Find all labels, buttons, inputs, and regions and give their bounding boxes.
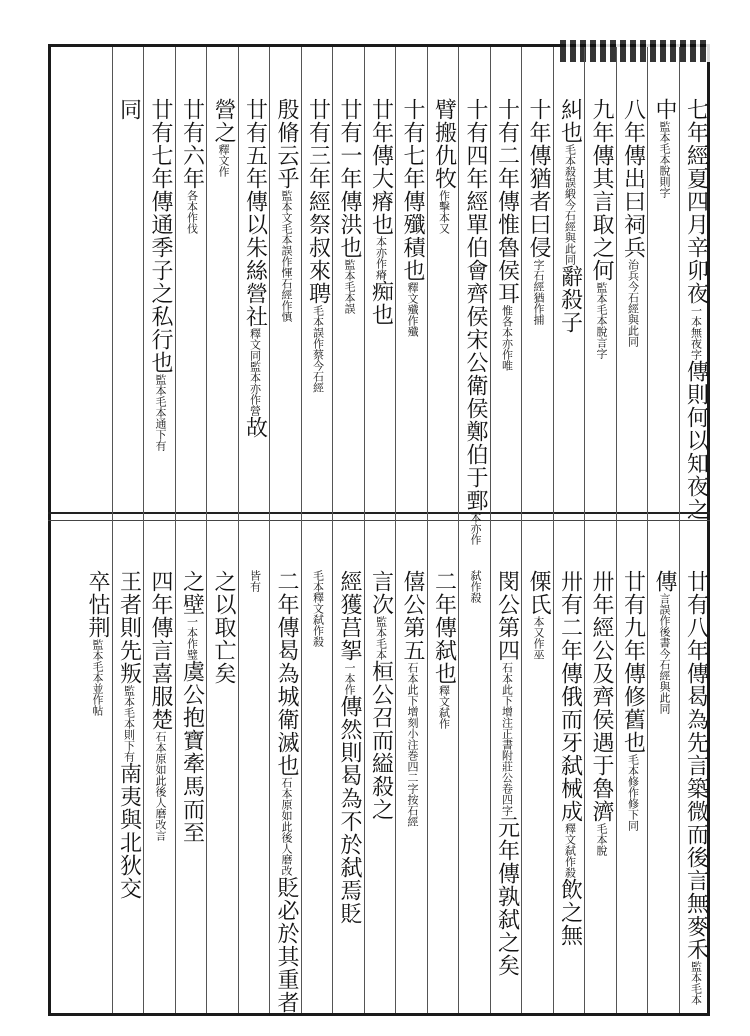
column-annotation: 毛本脫	[595, 823, 608, 856]
column-main-text: 閔公第四	[494, 570, 520, 662]
column-rule	[238, 47, 239, 1013]
text-column	[305, 98, 331, 498]
text-column	[336, 570, 362, 1000]
column-annotation: 監本毛本通下有	[154, 374, 167, 451]
column-main-text-continued: 桓公召而縊殺之	[368, 660, 394, 821]
column-main-text: 傈氏	[526, 570, 551, 616]
text-column	[116, 98, 142, 498]
text-column	[210, 98, 236, 498]
text-column	[683, 98, 709, 521]
text-column	[147, 570, 173, 1000]
column-annotation: 本亦作	[469, 512, 482, 545]
column-rule	[301, 47, 302, 1013]
column-main-text: 營之	[211, 98, 236, 144]
text-column	[525, 570, 551, 1000]
column-rule	[521, 47, 522, 1013]
column-annotation: 釋文作	[217, 144, 230, 177]
column-rule	[553, 47, 554, 1013]
column-annotation: 釋文弑作	[437, 685, 451, 729]
text-column	[242, 570, 268, 1000]
text-column	[116, 570, 142, 1000]
column-annotation: 監本毛本脫言字	[595, 282, 608, 359]
column-main-text: 糾也	[557, 98, 583, 144]
text-column	[210, 570, 236, 1000]
column-annotation: 石本原如此後人磨改言	[154, 731, 167, 841]
column-rule	[143, 47, 144, 1013]
column-rule	[490, 47, 491, 1013]
column-main-text: 言次	[368, 570, 394, 616]
text-column	[588, 98, 614, 498]
column-main-text: 廿有七年傳通季子之私行也	[148, 98, 173, 374]
column-main-text: 八年傳出曰祠兵	[620, 98, 646, 259]
column-main-text: 十年傳猶者曰侵	[526, 98, 551, 259]
column-main-text: 廿有六年	[179, 98, 205, 190]
column-rule	[584, 47, 585, 1013]
column-annotation: 釋文殲作殲	[406, 282, 419, 337]
column-main-text: 經獲莒挐	[337, 570, 362, 662]
column-main-text: 之	[211, 570, 236, 593]
text-column	[368, 570, 394, 1000]
text-column	[431, 98, 457, 498]
column-rule	[206, 47, 207, 1013]
text-column	[494, 98, 520, 498]
column-main-text: 臂搬仇牧	[431, 98, 457, 190]
column-annotation: 言誤作後書今石經與此同	[658, 593, 671, 714]
column-annotation: 監本毛本脫則字	[658, 121, 671, 198]
column-main-text: 廿有九年傳修舊也	[620, 570, 646, 754]
column-main-text: 十有四年經單伯會齊侯宋公衛侯鄭伯于鄄	[463, 98, 488, 512]
text-column	[179, 98, 205, 498]
column-annotation: 本亦作瘠	[374, 236, 388, 280]
column-main-text: 傳	[652, 570, 677, 593]
frame-ornament-top	[560, 40, 710, 62]
text-column	[84, 570, 110, 1000]
column-annotation: 監本文毛本誤作惲石經作慎	[280, 190, 293, 322]
column-annotation: 監本毛本	[689, 961, 703, 1005]
column-annotation: 石本此下增刻小注巻四二字按石經	[406, 662, 419, 827]
text-column	[273, 98, 299, 498]
text-column	[462, 98, 488, 545]
column-annotation: 監本毛本並作帖	[91, 639, 104, 716]
column-main-text: 十有二年傳惟魯侯耳	[494, 98, 520, 305]
column-main-text-continued: 故	[242, 416, 268, 439]
column-main-text-continued: 痴也	[368, 280, 394, 326]
divider-rule	[48, 512, 710, 514]
divider-rule-thin	[48, 520, 710, 521]
column-main-text-continued: 元年傳孰弑之矣	[494, 816, 520, 977]
column-rule	[427, 47, 428, 1013]
column-main-text-continued: 飲之無	[557, 878, 583, 947]
column-annotation: 毛本修作修下同	[626, 754, 640, 831]
column-annotation: 監本毛本誤	[343, 259, 356, 314]
column-main-text: 二年傳弑也	[431, 570, 457, 685]
column-annotation: 惟各本亦作唯	[500, 305, 514, 371]
column-main-text: 九年傳其言取之何	[589, 98, 614, 282]
column-annotation: 釋文弑作殺	[563, 823, 577, 878]
column-annotation: 釋文同監本亦作營	[248, 328, 262, 416]
column-rule	[269, 47, 270, 1013]
text-column	[368, 98, 394, 498]
text-column	[557, 570, 583, 1000]
column-rule	[332, 47, 333, 1013]
text-column	[336, 98, 362, 498]
column-rule	[647, 47, 648, 1013]
column-main-text: 廿有八年傳曷為先言築微而後言無麥禾	[683, 570, 709, 961]
column-main-text: 廿有一年傳洪也	[337, 98, 362, 259]
column-main-text: 卒怙荆	[85, 570, 110, 639]
column-annotation: 石本此下增注正書附莊公卷四字	[500, 662, 514, 816]
column-annotation: 各本作伐	[185, 190, 199, 234]
column-annotation: 監本毛本	[374, 616, 388, 660]
column-main-text-continued: 以取亡矣	[211, 593, 236, 685]
text-column	[179, 570, 205, 1000]
column-main-text: 廿年傳大瘠也	[368, 98, 394, 236]
column-main-text-continued: 虞公抱寶牽馬而至	[179, 660, 205, 844]
column-annotation: 治兵今石經與此同	[626, 259, 640, 347]
column-main-text: 僖公第五	[400, 570, 425, 662]
column-main-text-continued: 貶必於其重者	[274, 876, 299, 1014]
column-annotation: 皆有	[248, 570, 262, 592]
column-main-text-continued: 辭殺子	[557, 265, 583, 334]
column-annotation: 字石經猶作捕	[532, 259, 545, 325]
text-column	[399, 98, 425, 498]
column-main-text: 十有七年傳殲積也	[400, 98, 425, 282]
text-column	[242, 98, 268, 498]
text-column	[305, 570, 331, 1000]
text-column	[588, 570, 614, 1000]
column-main-text: 中	[652, 98, 677, 121]
column-main-text-continued: 傳則何以知夜之	[683, 360, 709, 521]
column-rule	[395, 47, 396, 1013]
column-main-text: 之壁	[179, 570, 205, 616]
text-column	[620, 570, 646, 1000]
column-annotation: 弑作殺	[469, 570, 482, 603]
column-main-text: 卅有二年傳俄而牙弑械成	[557, 570, 583, 823]
column-rule	[364, 47, 365, 1013]
column-main-text: 二年傳曷為城衛滅也	[274, 570, 299, 777]
text-column	[620, 98, 646, 498]
column-main-text: 廿有三年經祭叔來聘	[305, 98, 331, 305]
text-column	[399, 570, 425, 1000]
text-column	[651, 570, 677, 1000]
column-main-text-continued: 南夷與北狄交	[116, 762, 142, 900]
column-rule	[679, 47, 680, 1013]
column-main-text: 同	[116, 98, 142, 121]
column-main-text: 七年經夏四月辛卯夜	[683, 98, 709, 305]
column-main-text: 卅年經公及齊侯遇于魯濟	[589, 570, 614, 823]
column-rule	[175, 47, 176, 1013]
column-rule	[616, 47, 617, 1013]
text-column	[273, 570, 299, 1014]
text-column	[525, 98, 551, 498]
column-rule	[112, 47, 113, 1013]
column-annotation: 石本原如此後人磨改	[280, 777, 293, 876]
column-rule	[458, 47, 459, 1013]
column-main-text-continued: 傳然則曷為不於弑焉貶	[337, 695, 362, 925]
text-column	[494, 570, 520, 1000]
column-annotation: 一本無夜字	[689, 305, 703, 360]
column-main-text: 王者則先叛	[116, 570, 142, 685]
column-annotation: 毛本釋文弑作殺	[311, 570, 325, 647]
column-annotation: 監本毛本則下有	[122, 685, 136, 762]
column-annotation: 作擊本又	[437, 190, 451, 234]
text-column	[147, 98, 173, 498]
text-column	[557, 98, 583, 498]
text-column	[462, 570, 488, 1000]
text-column	[651, 98, 677, 498]
column-annotation: 毛本誤作蔡今石經	[311, 305, 325, 393]
column-main-text: 廿有五年傳以朱絲營社	[242, 98, 268, 328]
column-annotation: 本又作巫	[532, 616, 545, 660]
column-annotation: 一本作璧	[185, 616, 199, 660]
text-column	[431, 570, 457, 1000]
column-main-text: 四年傳言喜服楚	[148, 570, 173, 731]
column-annotation: 毛本殺誤緞今石經與此同	[563, 144, 577, 265]
text-column	[683, 570, 709, 1005]
column-main-text: 殷脩云乎	[274, 98, 299, 190]
column-annotation: 一本作	[343, 662, 356, 695]
